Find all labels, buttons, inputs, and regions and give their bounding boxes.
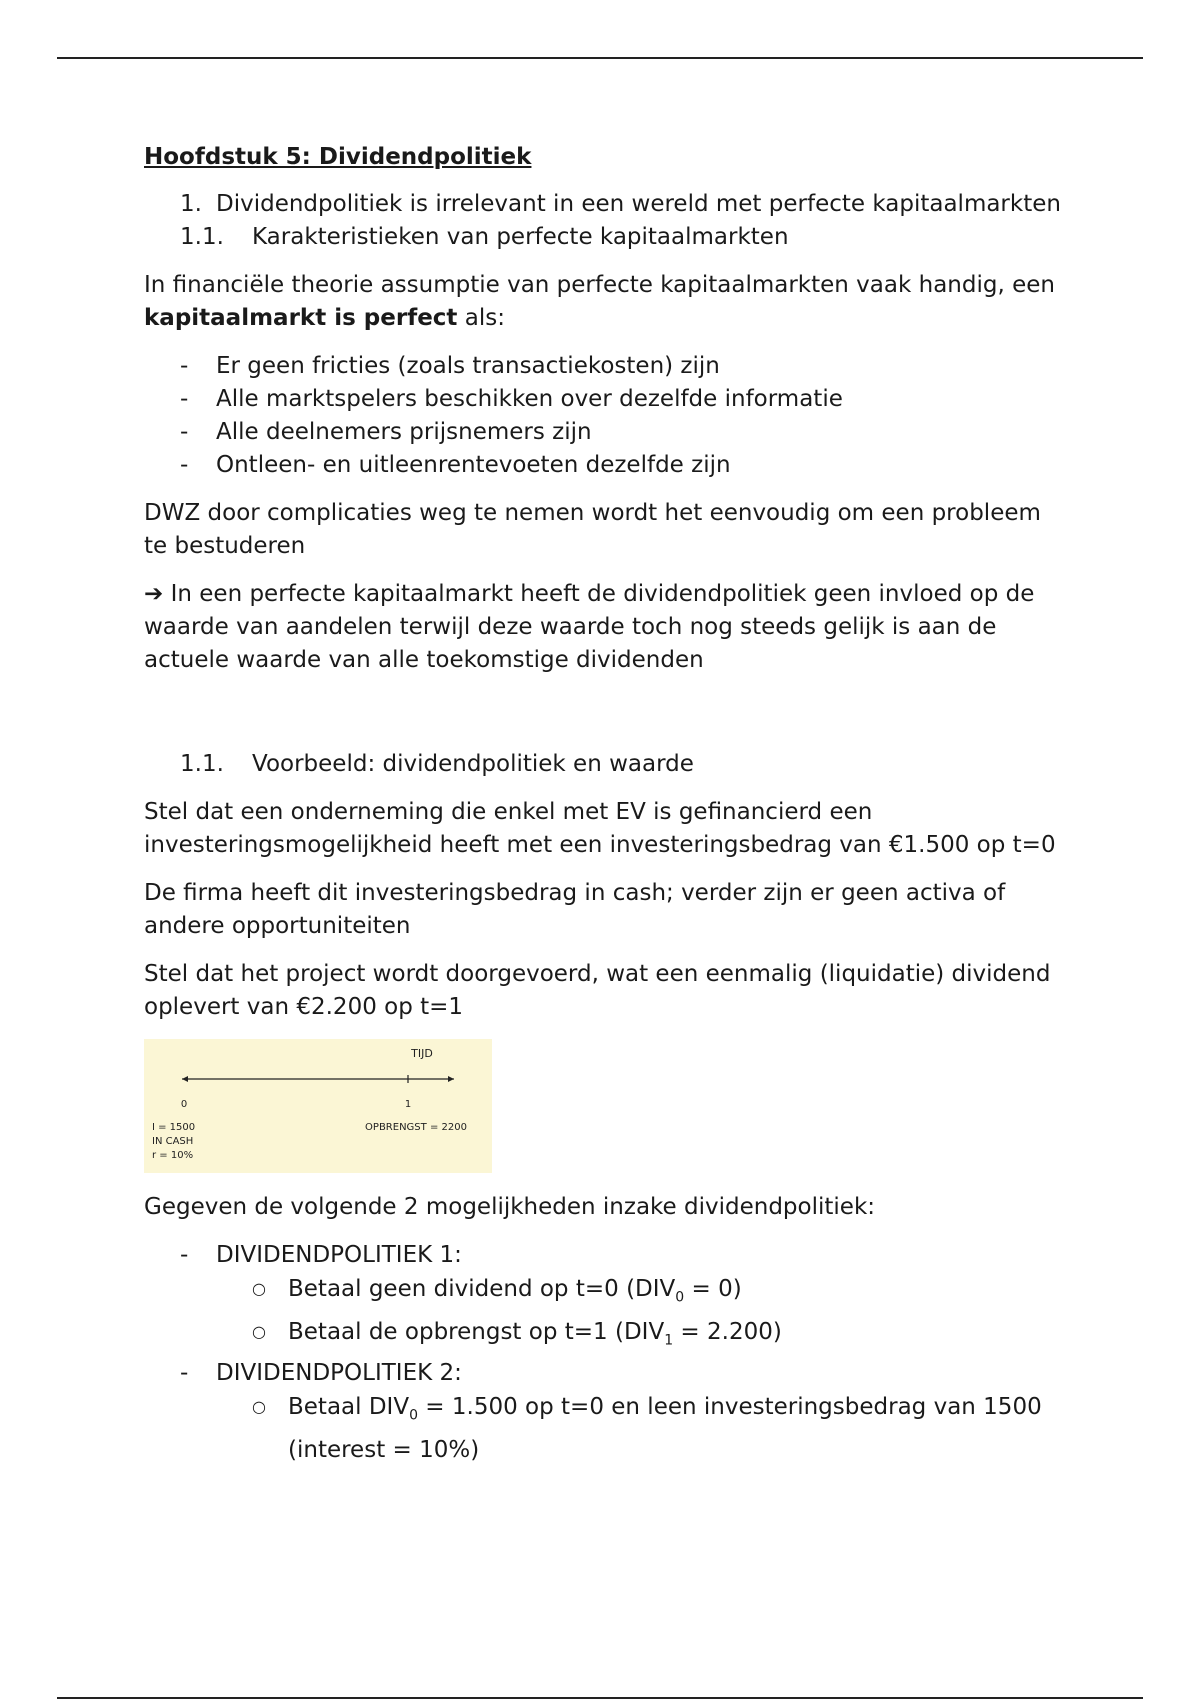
heading-1-text: Dividendpolitiek is irrelevant in een wereld met perfecte kapitaalmarkten	[216, 191, 1061, 217]
heading-1-1-text: Karakteristieken van perfecte kapitaalmarkten	[252, 224, 789, 250]
timeline-axis-label: TIJD	[411, 1047, 433, 1060]
policy-2-label: DIVIDENDPOLITIEK 2:	[216, 1360, 462, 1387]
dash-bullet: -	[180, 1360, 189, 1387]
dash-bullet: -	[180, 353, 189, 379]
timeline-diagram	[144, 1039, 492, 1173]
intro-paragraph	[144, 269, 1064, 335]
timeline-background	[144, 1039, 492, 1173]
dwz-paragraph: DWZ door complicaties weg te nemen wordt het eenvoudig om een probleem te bestuderen	[144, 500, 1041, 559]
list-item	[180, 350, 1064, 383]
dash-bullet: -	[180, 419, 189, 445]
policy-1-label: DIVIDENDPOLITIEK 1:	[216, 1242, 462, 1268]
policy-2-sublist	[144, 1390, 1064, 1467]
item-text-b: = 1.500 op t=0 en leen investeringsbedrag van 1500 (interest = 10%)	[288, 1394, 1042, 1463]
circle-bullet-icon: ○	[252, 1397, 266, 1417]
intro-bold: kapitaalmarkt is perfect	[144, 305, 458, 331]
policy-1	[180, 1239, 1064, 1272]
item-text-b: = 0)	[684, 1276, 742, 1302]
intro-suffix: als:	[457, 305, 505, 331]
item-text-b: = 2.200)	[673, 1318, 782, 1345]
list-item-text: Ontleen- en uitleenrentevoeten dezelfde zijn	[216, 452, 731, 478]
list-item-text	[288, 1315, 782, 1358]
heading-1-2-number: 1.1.	[180, 751, 224, 777]
example-paragraph-1: Stel dat een onderneming die enkel met EV is gefinancierd een investeringsmogelijkheid heeft met een investeringsbedrag van €1.500 op t=0	[144, 799, 1056, 858]
item-subscript: 1	[664, 1332, 674, 1349]
dash-bullet: -	[180, 452, 189, 478]
arrow-icon: ➔	[144, 581, 164, 607]
list-item	[180, 383, 1064, 416]
timeline-cash-label: IN CASH	[152, 1136, 194, 1147]
heading-1	[180, 188, 1064, 221]
document-body	[144, 141, 1064, 1482]
heading-1-2-text: Voorbeeld: dividendpolitiek en waarde	[252, 751, 694, 777]
item-subscript: 0	[409, 1407, 418, 1424]
circle-bullet-icon: ○	[252, 1279, 266, 1298]
item-text-a: Betaal de opbrengst op t=1 (DIV	[288, 1318, 665, 1345]
item-subscript: 0	[675, 1289, 685, 1306]
policy-list	[144, 1239, 1064, 1467]
policy-2	[180, 1357, 1064, 1390]
list-item-text: Alle marktspelers beschikken over dezelfde informatie	[216, 386, 843, 412]
perfect-market-list	[144, 350, 1064, 482]
example-paragraph-3: Stel dat het project wordt doorgevoerd, wat een eenmalig (liquidatie) dividend oplevert van €2.200 op t=1	[144, 961, 1051, 1020]
heading-1-2	[180, 748, 1064, 781]
timeline-investment-label: I = 1500	[152, 1122, 196, 1133]
policy-2-items	[144, 1390, 1064, 1467]
timeline-revenue-label: OPBRENGST = 2200	[365, 1122, 467, 1133]
timeline-rate-label: r = 10%	[152, 1150, 194, 1161]
chapter-title: Hoofdstuk 5: Dividendpolitiek	[144, 144, 532, 170]
intro-prefix: In financiële theorie assumptie van perfecte kapitaalmarkten vaak handig, een	[144, 272, 1055, 298]
list-item	[180, 416, 1064, 449]
circle-bullet-icon: ○	[252, 1321, 266, 1341]
policy-1-items	[144, 1272, 1064, 1357]
list-item	[180, 449, 1064, 482]
list-item	[252, 1390, 1064, 1467]
spacer	[144, 692, 1064, 748]
timeline-t0-label: 0	[180, 1099, 188, 1110]
list-item	[252, 1315, 1064, 1358]
policy-1-sublist	[144, 1272, 1064, 1357]
header-rule	[57, 57, 1143, 59]
footer-rule	[57, 1697, 1143, 1699]
heading-1-1-number: 1.1.	[180, 224, 224, 250]
list-item-text	[288, 1390, 1064, 1467]
heading-1-number: 1.	[180, 191, 202, 217]
conclusion-paragraph	[144, 578, 1064, 677]
example-paragraph-2: De firma heeft dit investeringsbedrag in cash; verder zijn er geen activa of andere opportuniteiten	[144, 880, 1006, 939]
timeline-t1-label: 1	[404, 1099, 412, 1110]
policies-intro: Gegeven de volgende 2 mogelijkheden inzake dividendpolitiek:	[144, 1194, 876, 1220]
item-text-a: Betaal geen dividend op t=0 (DIV	[288, 1276, 676, 1302]
dash-bullet: -	[180, 1242, 189, 1268]
item-text-a: Betaal DIV	[288, 1394, 410, 1421]
list-item-text: Alle deelnemers prijsnemers zijn	[216, 419, 592, 445]
list-item-text: Er geen fricties (zoals transactiekosten) zijn	[216, 353, 720, 379]
list-item-text	[288, 1272, 742, 1315]
list-item	[252, 1272, 1064, 1315]
heading-1-1	[180, 221, 1064, 254]
dash-bullet: -	[180, 386, 189, 412]
conclusion-text: In een perfecte kapitaalmarkt heeft de dividendpolitiek geen invloed op de waarde van aandelen terwijl deze waarde toch nog steeds gelijk is aan de actuele waarde van alle toekomstige dividenden	[144, 581, 1035, 673]
